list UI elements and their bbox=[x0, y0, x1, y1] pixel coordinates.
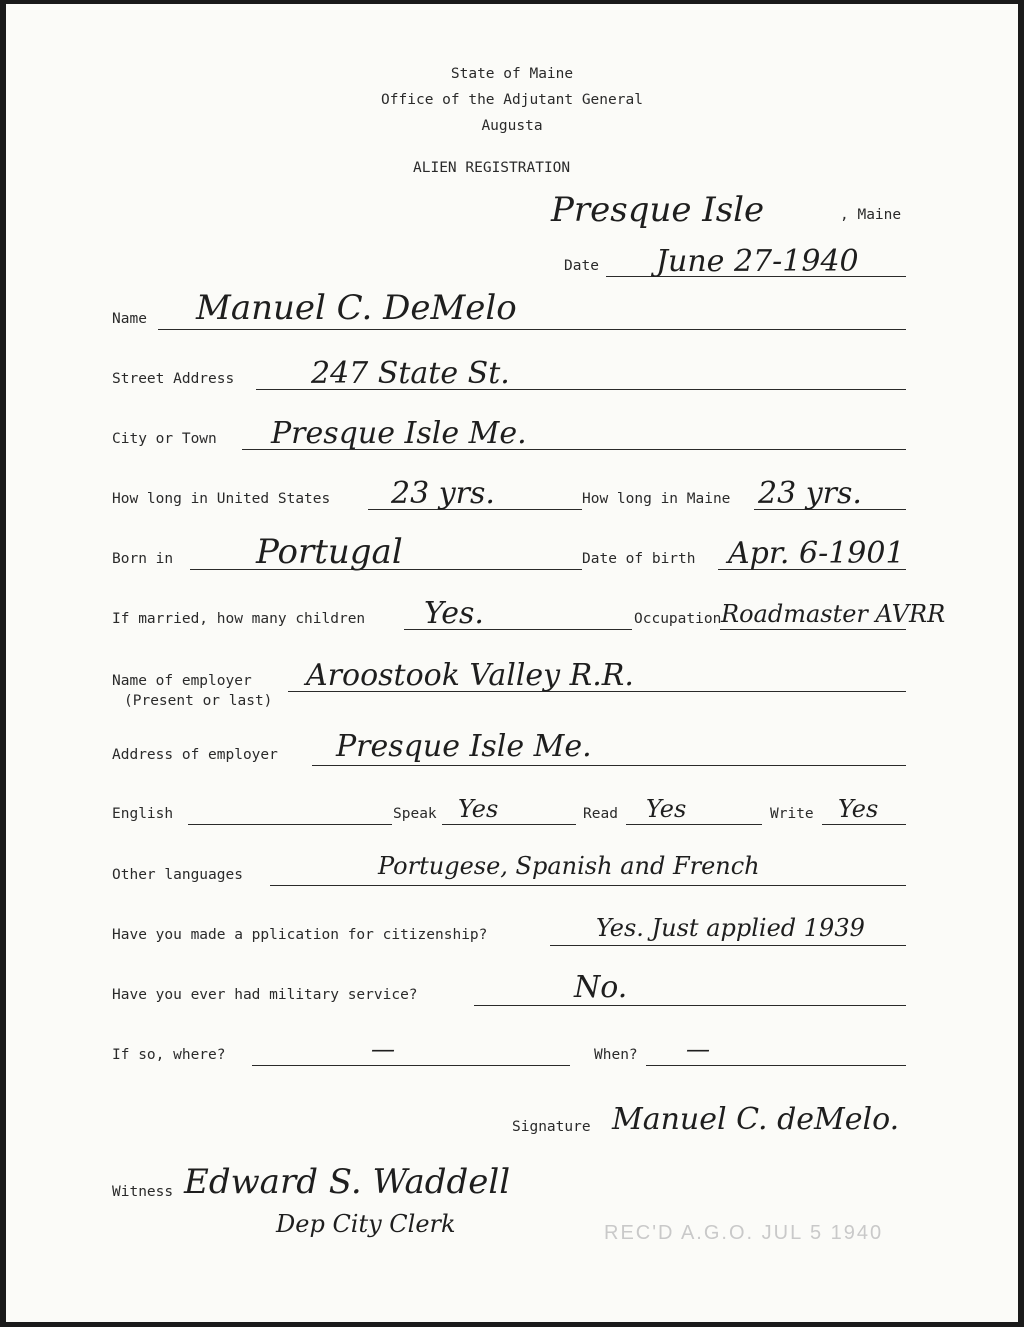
employer-label: Name of employer bbox=[112, 673, 252, 689]
city-value: Presque Isle Me. bbox=[271, 416, 527, 451]
us-label: How long in United States bbox=[112, 491, 331, 507]
employer-addr-line bbox=[312, 765, 906, 766]
write-value: Yes bbox=[838, 795, 879, 823]
witness-label: Witness bbox=[112, 1184, 174, 1200]
write-label: Write bbox=[770, 806, 814, 822]
dob-value: Apr. 6-1901 bbox=[728, 536, 905, 571]
other-lang-label: Other languages bbox=[112, 867, 243, 883]
born-label: Born in bbox=[112, 551, 174, 567]
where-line bbox=[252, 1065, 570, 1066]
signature-label: Signature bbox=[512, 1119, 591, 1135]
street-label: Street Address bbox=[112, 371, 235, 387]
employer-value: Aroostook Valley R.R. bbox=[306, 658, 634, 693]
occupation-label: Occupation bbox=[634, 611, 722, 627]
header-state: State of Maine bbox=[450, 66, 574, 82]
us-value: 23 yrs. bbox=[391, 476, 495, 511]
other-lang-value: Portugese, Spanish and French bbox=[378, 852, 760, 880]
citizenship-label: Have you made a pplication for citizenship? bbox=[112, 927, 488, 943]
citizenship-value: Yes. Just applied 1939 bbox=[596, 914, 865, 942]
where-value: — bbox=[371, 1035, 395, 1063]
military-label: Have you ever had military service? bbox=[112, 987, 418, 1003]
received-stamp: REC'D A.G.O. JUL 5 1940 bbox=[604, 1222, 884, 1244]
witness-title: Dep City Clerk bbox=[276, 1210, 456, 1238]
speak-label: Speak bbox=[393, 806, 437, 822]
date-label: Date bbox=[564, 258, 599, 274]
date-handwritten: June 27-1940 bbox=[656, 244, 859, 279]
employer-addr-value: Presque Isle Me. bbox=[336, 729, 592, 764]
citizenship-line bbox=[550, 945, 906, 946]
form-title: ALIEN REGISTRATION bbox=[413, 160, 571, 176]
maine-value: 23 yrs. bbox=[758, 476, 862, 511]
read-line bbox=[626, 824, 762, 825]
speak-value: Yes bbox=[458, 795, 499, 823]
witness-value: Edward S. Waddell bbox=[184, 1162, 511, 1202]
read-value: Yes bbox=[646, 795, 687, 823]
children-value: Yes. bbox=[424, 596, 484, 631]
english-label: English bbox=[112, 806, 174, 822]
occupation-line bbox=[720, 629, 906, 630]
header-city: Augusta bbox=[481, 118, 543, 134]
english-line bbox=[188, 824, 392, 825]
city-label: City or Town bbox=[112, 431, 217, 447]
read-label: Read bbox=[583, 806, 618, 822]
name-value: Manuel C. DeMelo bbox=[196, 288, 517, 328]
where-label: If so, where? bbox=[112, 1047, 226, 1063]
military-line bbox=[474, 1005, 906, 1006]
maine-label: How long in Maine bbox=[582, 491, 731, 507]
write-line bbox=[822, 824, 906, 825]
signature-value: Manuel C. deMelo. bbox=[612, 1102, 900, 1137]
state-suffix: , Maine bbox=[840, 207, 902, 223]
military-value: No. bbox=[574, 970, 628, 1005]
street-value: 247 State St. bbox=[311, 356, 510, 391]
speak-line bbox=[442, 824, 576, 825]
registration-form bbox=[6, 4, 1018, 1322]
name-label: Name bbox=[112, 311, 147, 327]
when-value: — bbox=[686, 1035, 710, 1063]
when-line bbox=[646, 1065, 906, 1066]
place-handwritten: Presque Isle bbox=[551, 190, 765, 230]
employer-sublabel: (Present or last) bbox=[124, 693, 273, 709]
occupation-value: Roadmaster AVRR bbox=[721, 600, 946, 628]
other-lang-line bbox=[270, 885, 906, 886]
employer-addr-label: Address of employer bbox=[112, 747, 278, 763]
header-office: Office of the Adjutant General bbox=[381, 92, 643, 108]
dob-label: Date of birth bbox=[582, 551, 696, 567]
children-label: If married, how many children bbox=[112, 611, 366, 627]
when-label: When? bbox=[594, 1047, 638, 1063]
name-line bbox=[158, 329, 906, 330]
born-value: Portugal bbox=[256, 532, 403, 572]
